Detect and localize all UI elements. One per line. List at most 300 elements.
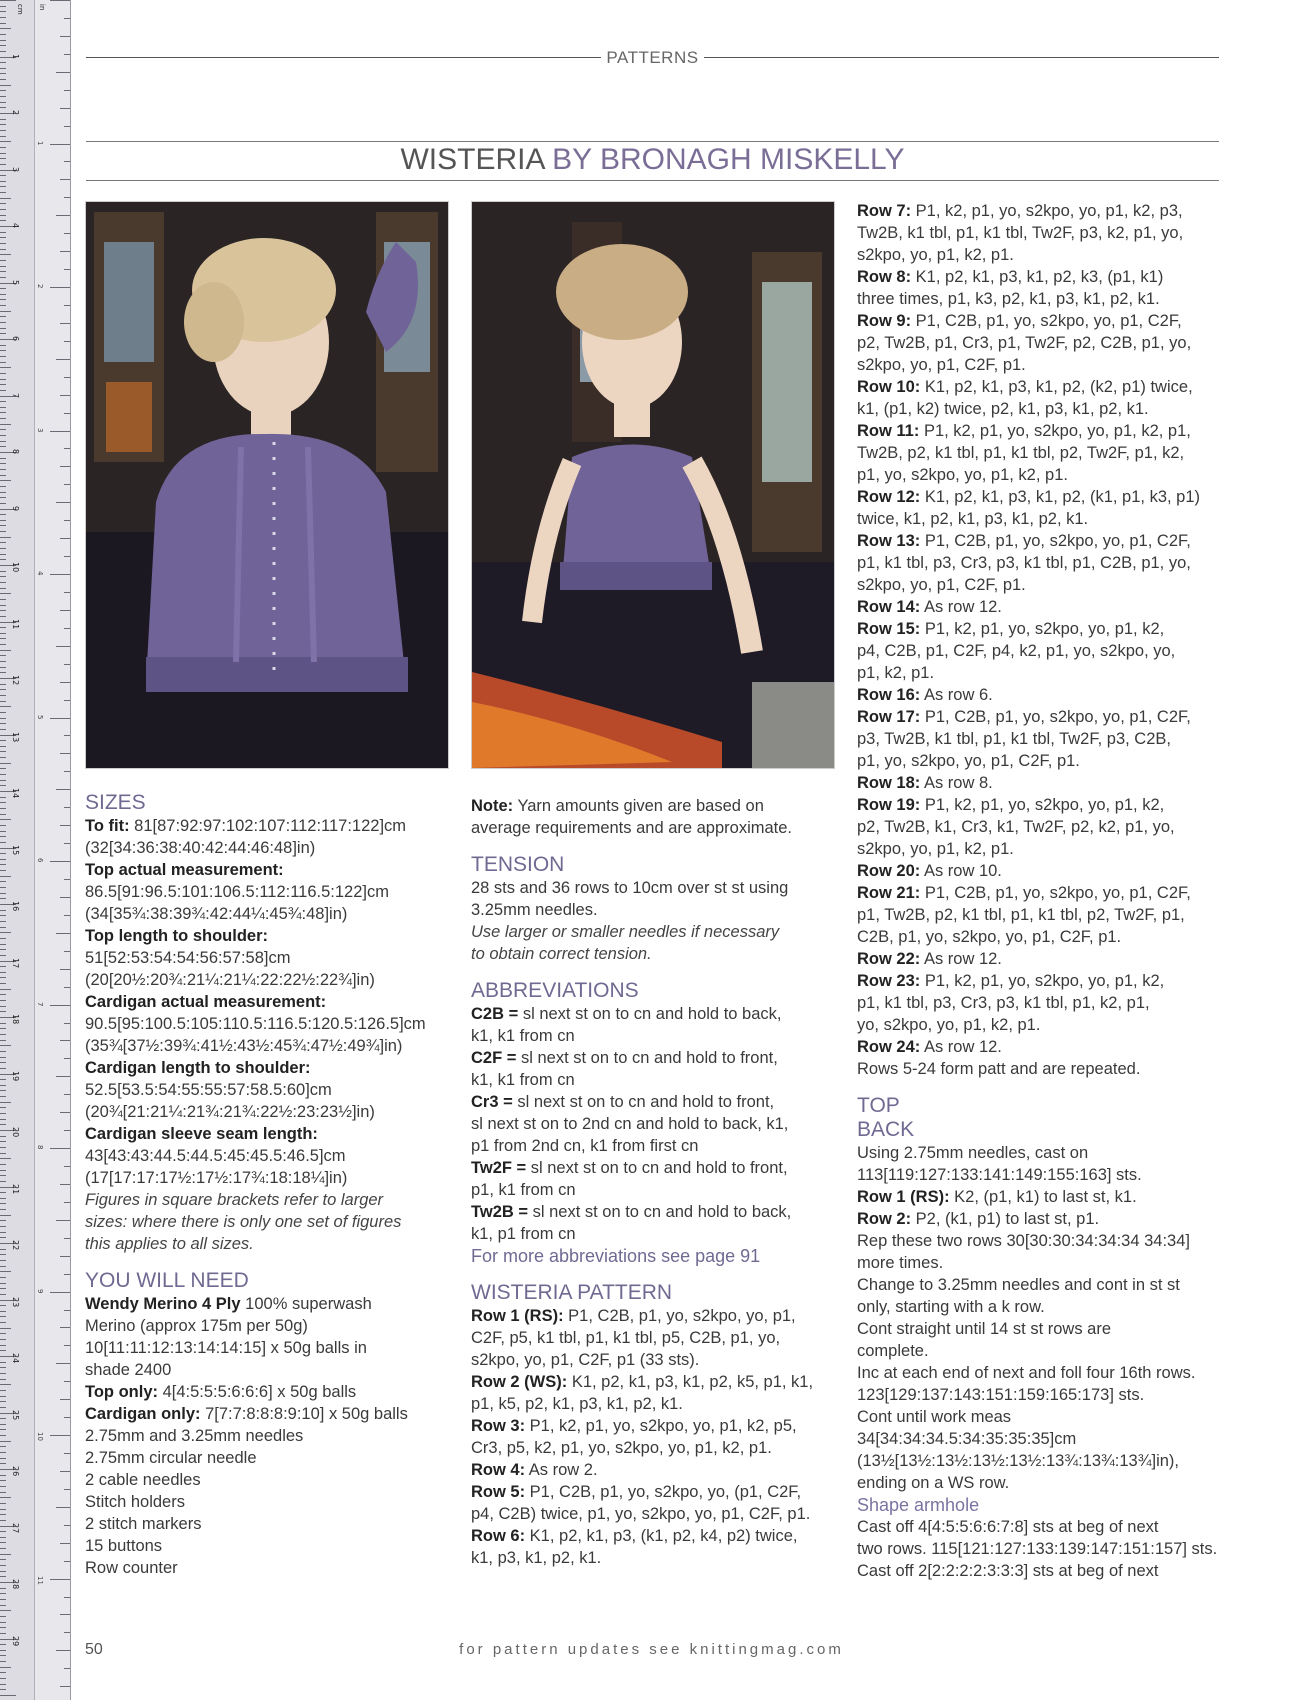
ruler-inch-tick (60, 395, 70, 396)
ruler-tick (0, 1475, 6, 1476)
ruler-inch-tick (64, 1381, 70, 1382)
yarn-label: Wendy Merino 4 Ply (85, 1295, 241, 1313)
abbr-c2b-line-1: sl next st on to cn and hold to back, (518, 1005, 782, 1023)
ruler-tick (0, 124, 6, 125)
change-line-2: only, starting with a k row. (857, 1298, 1045, 1316)
back-line-1: Using 2.75mm needles, cast on (857, 1144, 1089, 1162)
row-9-line-2: p2, Tw2B, p1, Cr3, p1, Tw2F, p2, C2B, p1, yo, (857, 334, 1192, 352)
ruler-tick (0, 1599, 6, 1600)
ruler-inch-number: 1 (36, 140, 44, 145)
card-sleeve-label (85, 1123, 455, 1145)
ruler-tick (0, 429, 6, 430)
ruler-tick (0, 1554, 11, 1555)
ruler-tick (0, 294, 6, 295)
ruler-inch-tick (64, 628, 70, 629)
ruler-tick (0, 740, 6, 741)
ruler-inch-tick (50, 287, 70, 288)
designer-name: BY BRONAGH MISKELLY (552, 143, 905, 176)
ruler-tick (0, 576, 6, 577)
ruler-cm-number: 14 (11, 788, 20, 799)
row-counter: Row counter (85, 1559, 178, 1577)
ruler-tick (0, 983, 6, 984)
row-5 (471, 1481, 841, 1503)
top-length-label (85, 925, 455, 947)
ruler-inch-tick (56, 215, 70, 216)
ruler-tick (0, 136, 6, 137)
ruler-tick (0, 249, 6, 250)
ruler-tick (0, 130, 6, 131)
ruler-tick (0, 1000, 6, 1001)
ruler-tick (0, 441, 6, 442)
ruler-tick (0, 1384, 11, 1385)
row-5-line-2: p4, C2B) twice, p1, yo, s2kpo, yo, p1, C2F, p1. (471, 1505, 811, 1523)
ruler-inch-tick (64, 556, 70, 557)
row-3-line-1: P1, k2, p1, yo, s2kpo, yo, p1, k2, p5, (525, 1417, 797, 1435)
ruler-tick (0, 209, 6, 210)
ruler-inch-tick (60, 1256, 70, 1257)
ruler-inch-tick (64, 341, 70, 342)
armhole-line-2: two rows. 115[121:127:133:139:147:151:157] sts. (857, 1540, 1218, 1558)
ruler-tick (0, 1124, 6, 1125)
ruler-tick (0, 927, 6, 928)
row-10-label: Row 10: (857, 378, 921, 396)
ruler-inch-tick (64, 54, 70, 55)
ruler-inch-tick (60, 897, 70, 898)
tension-italic-1-text: Use larger or smaller needles if necessary (471, 923, 780, 941)
ruler-inch-tick (64, 987, 70, 988)
row-12-label: Row 12: (857, 488, 921, 506)
ruler-tick (0, 266, 6, 267)
row-13-line-2: p1, k1 tbl, p3, Cr3, p3, k1 tbl, p1, C2B, p1, yo, (857, 554, 1191, 572)
ruler-tick (0, 277, 6, 278)
ruler-tick (0, 1011, 6, 1012)
abbr-c2b (471, 1003, 841, 1025)
abbr-c2f-line-1: sl next st on to cn and hold to front, (516, 1049, 778, 1067)
ruler-tick (0, 23, 6, 24)
ruler-tick (0, 1141, 6, 1142)
ruler-inch-tick (64, 592, 70, 593)
ruler-tick (0, 458, 6, 459)
ruler-cm-number: 21 (11, 1183, 20, 1194)
section-label: PATTERNS (606, 48, 699, 67)
top-photo-art (472, 202, 834, 768)
ruler-inch-tick (64, 197, 70, 198)
row-1-label: Row 1 (RS): (471, 1307, 564, 1325)
sizes-heading: SIZES (85, 791, 146, 814)
row-1-line-1: P1, C2B, p1, yo, s2kpo, yo, p1, (563, 1307, 796, 1325)
row-7-label: Row 7: (857, 202, 912, 220)
ruler-tick (0, 203, 6, 204)
ruler-inch-number: 10 (36, 1432, 44, 1442)
abbr-cr3-label: Cr3 = (471, 1093, 513, 1111)
ruler-tick (0, 1215, 11, 1216)
ruler-tick (0, 1565, 6, 1566)
ruler-inch-tick (60, 753, 70, 754)
inc-line-1: Inc at each end of next and foll four 16th rows. (857, 1364, 1196, 1382)
row-10-line-1: K1, p2, k1, p3, k1, p2, (k2, p1) twice, (920, 378, 1193, 396)
ruler-inch-tick (64, 807, 70, 808)
ruler-tick (0, 198, 11, 199)
row-23-line-1: P1, k2, p1, yo, s2kpo, yo, p1, k2, (920, 972, 1165, 990)
ruler-tick (0, 79, 6, 80)
ruler-tick (0, 864, 6, 865)
ruler-tick (0, 559, 6, 560)
row-8-line-1: K1, p2, k1, p3, k1, p2, k3, (p1, k1) (911, 268, 1164, 286)
ruler-tick (0, 667, 6, 668)
abbr-tw2b-label: Tw2B = (471, 1203, 529, 1221)
ruler-tick (0, 407, 6, 408)
ruler-tick (0, 870, 6, 871)
ruler-tick (0, 1085, 6, 1086)
ruler-tick (0, 1396, 6, 1397)
ruler-inch-tick (64, 1238, 70, 1239)
ruler-inch-tick (60, 1471, 70, 1472)
tension-heading: TENSION (471, 853, 565, 876)
page-title (86, 143, 1219, 177)
row-21-label: Row 21: (857, 884, 921, 902)
ruler-tick (0, 989, 11, 990)
row-9-line-3: s2kpo, yo, p1, C2F, p1. (857, 356, 1026, 374)
ruler-tick (0, 1576, 6, 1577)
ruler-tick (0, 1678, 6, 1679)
ruler-tick (0, 1390, 6, 1391)
row-13-line-3: s2kpo, yo, p1, C2F, p1. (857, 576, 1026, 594)
more-abbreviations-link[interactable]: For more abbreviations see page 91 (471, 1246, 761, 1266)
ruler-tick (0, 1463, 6, 1464)
ruler-tick (0, 672, 6, 673)
row-7-line-3: s2kpo, yo, p1, k2, p1. (857, 246, 1014, 264)
ruler-tick (0, 1288, 6, 1289)
top-length-in: (20[20½:20¾:21¼:21¼:22:22½:22¾]in) (85, 971, 375, 989)
ruler-tick (0, 1045, 11, 1046)
row-6-label: Row 6: (471, 1527, 526, 1545)
ruler-inch-number: 5 (36, 714, 44, 720)
row-6 (471, 1525, 841, 1547)
ruler-inch-tick (64, 1561, 70, 1562)
figures-note-line2 (85, 1211, 455, 1233)
tension-italic-2-text: to obtain correct tension. (471, 945, 652, 963)
meas-line-1: Cont until work meas (857, 1408, 1012, 1426)
card-sleeve-label-text: Cardigan sleeve seam length: (85, 1125, 318, 1143)
yarn-line-2: Merino (approx 175m per 50g) (85, 1317, 308, 1335)
ruler-tick (0, 1605, 6, 1606)
ruler-tick (0, 571, 6, 572)
ruler-tick (0, 1113, 6, 1114)
spacer (471, 1267, 841, 1281)
ruler-tick (0, 62, 6, 63)
abbr-cr3-line-1: sl next st on to cn and hold to front, (512, 1093, 775, 1111)
ruler-tick (0, 1311, 6, 1312)
ruler-tick (0, 520, 6, 521)
ruler-cm-number: 22 (11, 1240, 20, 1251)
ruler-inch-tick (60, 1184, 70, 1185)
abbr-tw2f-label: Tw2F = (471, 1159, 527, 1177)
row-3-label: Row 3: (471, 1417, 526, 1435)
row-4-line-1: As row 2. (525, 1461, 598, 1479)
row-19-line-3: s2kpo, yo, p1, k2, p1. (857, 840, 1014, 858)
ruler-tick (0, 1305, 6, 1306)
row-9-label: Row 9: (857, 312, 912, 330)
ruler-tick (0, 1237, 6, 1238)
ruler-tick (0, 819, 11, 820)
top-length-cm: 51[52:53:54:54:56:57:58]cm (85, 949, 291, 967)
ruler-cm-number: 7 (11, 392, 20, 398)
row-14 (857, 596, 1227, 618)
row-8 (857, 266, 1227, 288)
ruler-cm-label: cm (16, 4, 24, 15)
ruler-inch-tick (56, 359, 70, 360)
ruler-tick (0, 1034, 6, 1035)
row-23-line-2: p1, k1 tbl, p3, Cr3, p3, k1 tbl, p1, k2, p1, (857, 994, 1150, 1012)
ruler-tick (0, 390, 6, 391)
ruler-tick (0, 1158, 11, 1159)
ruler-tick (0, 633, 6, 634)
ruler-tick (0, 1096, 6, 1097)
top-only-value: 4[4:5:5:5:6:6:6] x 50g balls (158, 1383, 357, 1401)
card-sleeve-cm: 43[43:43:44.5:44.5:45:45.5:46.5]cm (85, 1147, 346, 1165)
ruler-tick (0, 119, 6, 120)
ruler-inch-tick (56, 1507, 70, 1508)
ruler-tick (0, 164, 6, 165)
ruler-tick (0, 1198, 6, 1199)
ruler-tick (0, 384, 6, 385)
ruler-tick (0, 949, 6, 950)
note-label: Note: (471, 797, 514, 815)
row-20-label: Row 20: (857, 862, 921, 880)
ruler-tick (0, 1181, 6, 1182)
ruler-tick (0, 1028, 6, 1029)
ruler-tick (0, 260, 6, 261)
stitch-holders: Stitch holders (85, 1493, 185, 1511)
ruler-tick (0, 729, 6, 730)
abbr-tw2b-line-1: sl next st on to cn and hold to back, (528, 1203, 792, 1221)
ruler-tick (0, 610, 6, 611)
ruler-inch-tick (64, 1453, 70, 1454)
ruler-tick (0, 1068, 6, 1069)
title-rule-top (86, 141, 1219, 142)
ruler-tick (0, 1345, 6, 1346)
ruler-tick (0, 1283, 6, 1284)
ruler-tick (0, 299, 6, 300)
row-7-line-1: P1, k2, p1, yo, s2kpo, yo, p1, k2, p3, (911, 202, 1183, 220)
ruler-inch-tick (64, 1023, 70, 1024)
row-17-line-3: p1, yo, s2kpo, yo, p1, C2F, p1. (857, 752, 1080, 770)
ruler-inch-number: 9 (36, 1288, 44, 1294)
row-11-label: Row 11: (857, 422, 920, 440)
ruler-cm-number: 10 (11, 562, 20, 573)
back-row-2 (857, 1208, 1227, 1230)
meas-line-3: (13½[13½:13½:13½:13½:13¾:13¾:13¾]in), (857, 1452, 1179, 1470)
ruler-inch-tick (50, 1292, 70, 1293)
ruler-tick (0, 1203, 6, 1204)
ruler-tick (0, 1079, 6, 1080)
tension-abbreviations-column (471, 795, 841, 1569)
back-row-2-label: Row 2: (857, 1210, 912, 1228)
ruler-tick (0, 469, 6, 470)
row-2 (471, 1371, 841, 1393)
ruler-tick (0, 605, 6, 606)
circular-needle: 2.75mm circular needle (85, 1449, 257, 1467)
ruler-tick (0, 350, 6, 351)
pattern-rows-column (857, 200, 1227, 1582)
ruler-tick (0, 11, 6, 12)
row-17-line-2: p3, Tw2B, k1 tbl, p1, k1 tbl, Tw2F, p3, C2B, (857, 730, 1171, 748)
ruler-tick (0, 1226, 6, 1227)
ruler-tick (0, 1147, 6, 1148)
ruler-inch-tick (56, 646, 70, 647)
ruler-tick (0, 706, 11, 707)
ruler-tick (0, 232, 6, 233)
ruler-inch-tick (64, 233, 70, 234)
ruler-tick (0, 480, 11, 481)
ruler-tick (0, 1497, 11, 1498)
model-top-photo (471, 201, 835, 769)
ruler-tick (0, 1006, 6, 1007)
ruler-inch-number: 2 (36, 284, 44, 289)
abbr-cr3-line-2: sl next st on to 2nd cn and hold to back, k1, (471, 1115, 789, 1133)
ruler-tick (0, 1571, 6, 1572)
ruler-tick (0, 1531, 6, 1532)
row-2-line-2: p1, k5, p2, k1, p3, k1, p2, k1. (471, 1395, 683, 1413)
ruler-tick (0, 1672, 6, 1673)
ruler-inch-tick (56, 1363, 70, 1364)
ruler-inch-tick (64, 1094, 70, 1095)
ruler-tick (0, 503, 6, 504)
ruler-inch-tick (64, 126, 70, 127)
ruler-tick (0, 593, 11, 594)
rows-repeat: Rows 5-24 form patt and are repeated. (857, 1060, 1141, 1078)
spacer (471, 965, 841, 979)
ruler-tick (0, 1316, 6, 1317)
row-16 (857, 684, 1227, 706)
ruler-inch-tick (64, 1274, 70, 1275)
ruler-tick (0, 1260, 6, 1261)
row-11-line-2: Tw2B, p2, k1 tbl, p1, k1 tbl, p2, Tw2F, p1, k2, (857, 444, 1185, 462)
ruler-tick (0, 808, 6, 809)
ruler-tick (0, 1254, 6, 1255)
ruler-tick (0, 40, 6, 41)
measuring-ruler (0, 0, 71, 1700)
ruler-tick (0, 684, 6, 685)
ruler-cm-number: 29 (11, 1635, 20, 1646)
top-only (85, 1381, 455, 1403)
rep-line-1: Rep these two rows 30[30:30:34:34:34 34:34] (857, 1232, 1190, 1250)
ruler-inch-tick (60, 179, 70, 180)
to-fit (85, 815, 455, 837)
ruler-tick (0, 876, 11, 877)
top-actual-label (85, 859, 455, 881)
ruler-inch-tick (64, 915, 70, 916)
row-1-line-2: C2F, p5, k1 tbl, p1, k1 tbl, p5, C2B, p1, yo, (471, 1329, 781, 1347)
ruler-tick (0, 1164, 6, 1165)
meas-line-2: 34[34:34:34.5:34:35:35:35]cm (857, 1430, 1077, 1448)
ruler-tick (0, 1542, 6, 1543)
ruler-cm-number: 17 (11, 957, 20, 968)
row-17 (857, 706, 1227, 728)
cardigan-only-label: Cardigan only: (85, 1405, 201, 1423)
ruler-tick (0, 1350, 6, 1351)
row-19-line-2: p2, Tw2B, k1, Cr3, k1, Tw2F, p2, k2, p1, yo, (857, 818, 1175, 836)
top-actual-in: (34[35¾:38:39¾:42:44¼:45¾:48]in) (85, 905, 348, 923)
row-13 (857, 530, 1227, 552)
ruler-tick (0, 1407, 6, 1408)
ruler-inch-tick (64, 664, 70, 665)
ruler-tick (0, 966, 6, 967)
ruler-tick (0, 271, 6, 272)
ruler-tick (0, 73, 6, 74)
ruler-tick (0, 288, 6, 289)
ruler-tick (0, 220, 6, 221)
ruler-inch-tick (60, 1543, 70, 1544)
change-line-1: Change to 3.25mm needles and cont in st st (857, 1276, 1180, 1294)
ruler-tick (0, 1057, 6, 1058)
ruler-tick (0, 599, 6, 600)
row-15 (857, 618, 1227, 640)
yarn-line-3: 10[11:11:12:13:14:14:15] x 50g balls in (85, 1339, 367, 1357)
row-3-line-2: Cr3, p5, k2, p1, yo, s2kpo, yo, p1, k2, p1. (471, 1439, 772, 1457)
ruler-tick (0, 1684, 6, 1685)
ruler-inch-tick (60, 466, 70, 467)
ruler-inch-tick (64, 1668, 70, 1669)
row-2-line-1: K1, p2, k1, p3, k1, p2, k5, p1, k1, (567, 1373, 814, 1391)
ruler-inch-tick (60, 1686, 70, 1687)
card-actual-label (85, 991, 455, 1013)
ruler-inch-tick (64, 951, 70, 952)
figures-note-line3 (85, 1233, 455, 1255)
ruler-inch-tick (50, 718, 70, 719)
ruler-tick (0, 955, 6, 956)
ruler-inch-tick (64, 1166, 70, 1167)
ruler-tick (0, 356, 6, 357)
ruler-tick (0, 938, 6, 939)
row-5-label: Row 5: (471, 1483, 526, 1501)
ruler-tick (0, 977, 6, 978)
spacer (857, 1080, 1227, 1094)
ruler-tick (0, 1401, 6, 1402)
to-fit-label: To fit: (85, 817, 130, 835)
ruler-inch-tick (64, 18, 70, 19)
row-5-line-1: P1, C2B, p1, yo, s2kpo, yo, (p1, C2F, (525, 1483, 802, 1501)
ruler-tick (0, 1633, 6, 1634)
ruler-tick (0, 85, 11, 86)
row-11-line-3: p1, yo, s2kpo, yo, p1, k2, p1. (857, 466, 1068, 484)
ruler-tick (0, 17, 6, 18)
ruler-inch-tick (64, 90, 70, 91)
ruler-tick (0, 650, 11, 651)
yarn-line-4: shade 2400 (85, 1361, 172, 1379)
ruler-inch-tick (64, 413, 70, 414)
ruler-cm-number: 11 (11, 618, 20, 629)
ruler-inch-tick (50, 861, 70, 862)
ruler-inch-tick (60, 682, 70, 683)
figures-note-3: this applies to all sizes. (85, 1235, 254, 1253)
ruler-tick (0, 537, 11, 538)
abbr-c2f (471, 1047, 841, 1069)
ruler-tick (0, 1328, 11, 1329)
ruler-tick (0, 746, 6, 747)
row-14-line-1: As row 12. (920, 598, 1002, 616)
abbr-c2f-label: C2F = (471, 1049, 517, 1067)
ruler-inch-tick (50, 1579, 70, 1580)
ruler-in-label: in (38, 4, 46, 11)
card-length-in: (20¾[21:21¼:21¾:21¾:22½:23:23½]in) (85, 1103, 375, 1121)
ruler-inch-number: 11 (36, 1575, 44, 1585)
ruler-tick (0, 644, 6, 645)
yarn-line-1: 100% superwash (240, 1295, 372, 1313)
tension-italic-2 (471, 943, 841, 965)
row-1-line-3: s2kpo, yo, p1, C2F, p1 (33 sts). (471, 1351, 700, 1369)
ruler-inch-tick (50, 1148, 70, 1149)
